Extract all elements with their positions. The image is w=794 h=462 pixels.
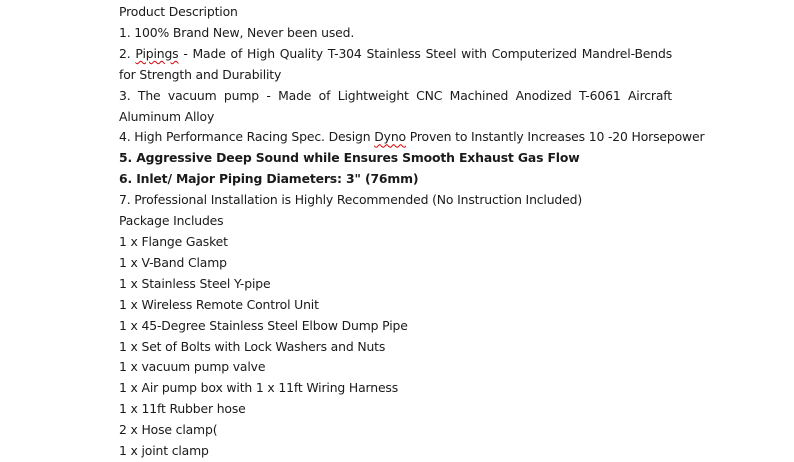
description-item-5: 5. Aggressive Deep Sound while Ensures Smooth Exhaust Gas Flow <box>119 150 580 166</box>
package-item-remote-unit: 1 x Wireless Remote Control Unit <box>119 296 319 312</box>
package-item-elbow-dump-pipe: 1 x 45-Degree Stainless Steel Elbow Dump Pipe <box>119 317 408 333</box>
package-item-air-pump-box: 1 x Air pump box with 1 x 11ft Wiring Harness <box>119 380 399 396</box>
package-item-hose-clamp: 2 x Hose clamp( <box>119 422 218 438</box>
description-item-1: 1. 100% Brand New, Never been used. <box>119 24 355 40</box>
spellcheck-word-pipings: Pipings <box>135 45 179 61</box>
package-includes-heading: Package Includes <box>119 213 224 229</box>
item-2-text: - Made of High Quality T-304 Stainless Steel with Computerized Mandrel-Bends for Strength and Durability <box>119 45 672 82</box>
package-item-joint-clamp: 1 x joint clamp <box>119 443 209 459</box>
package-item-bolts-set: 1 x Set of Bolts with Lock Washers and Nuts <box>119 338 386 354</box>
product-description-heading: Product Description <box>119 4 238 19</box>
item-2-prefix: 2. <box>119 45 136 61</box>
item-4-text: Proven to Instantly Increases 10 -20 Horsepower <box>405 129 705 145</box>
package-item-flange-gasket: 1 x Flange Gasket <box>119 233 228 249</box>
document-body <box>119 2 705 462</box>
description-item-6: 6. Inlet/ Major Piping Diameters: 3" (76mm) <box>119 171 419 187</box>
description-item-2 <box>119 44 672 86</box>
item-4-prefix: 4. High Performance Racing Spec. Design <box>119 129 375 145</box>
package-item-y-pipe: 1 x Stainless Steel Y-pipe <box>119 275 271 291</box>
description-item-3: 3. The vacuum pump - Made of Lightweight CNC Machined Anodized T-6061 Aircraft Aluminum Alloy <box>119 87 672 124</box>
package-item-rubber-hose: 1 x 11ft Rubber hose <box>119 401 246 417</box>
package-item-vacuum-pump-valve: 1 x vacuum pump valve <box>119 359 266 375</box>
spellcheck-word-dyno: Dyno <box>374 129 406 145</box>
description-item-4 <box>119 127 705 148</box>
package-item-v-band-clamp: 1 x V-Band Clamp <box>119 254 227 270</box>
description-item-7: 7. Professional Installation is Highly Recommended (No Instruction Included) <box>119 192 583 208</box>
